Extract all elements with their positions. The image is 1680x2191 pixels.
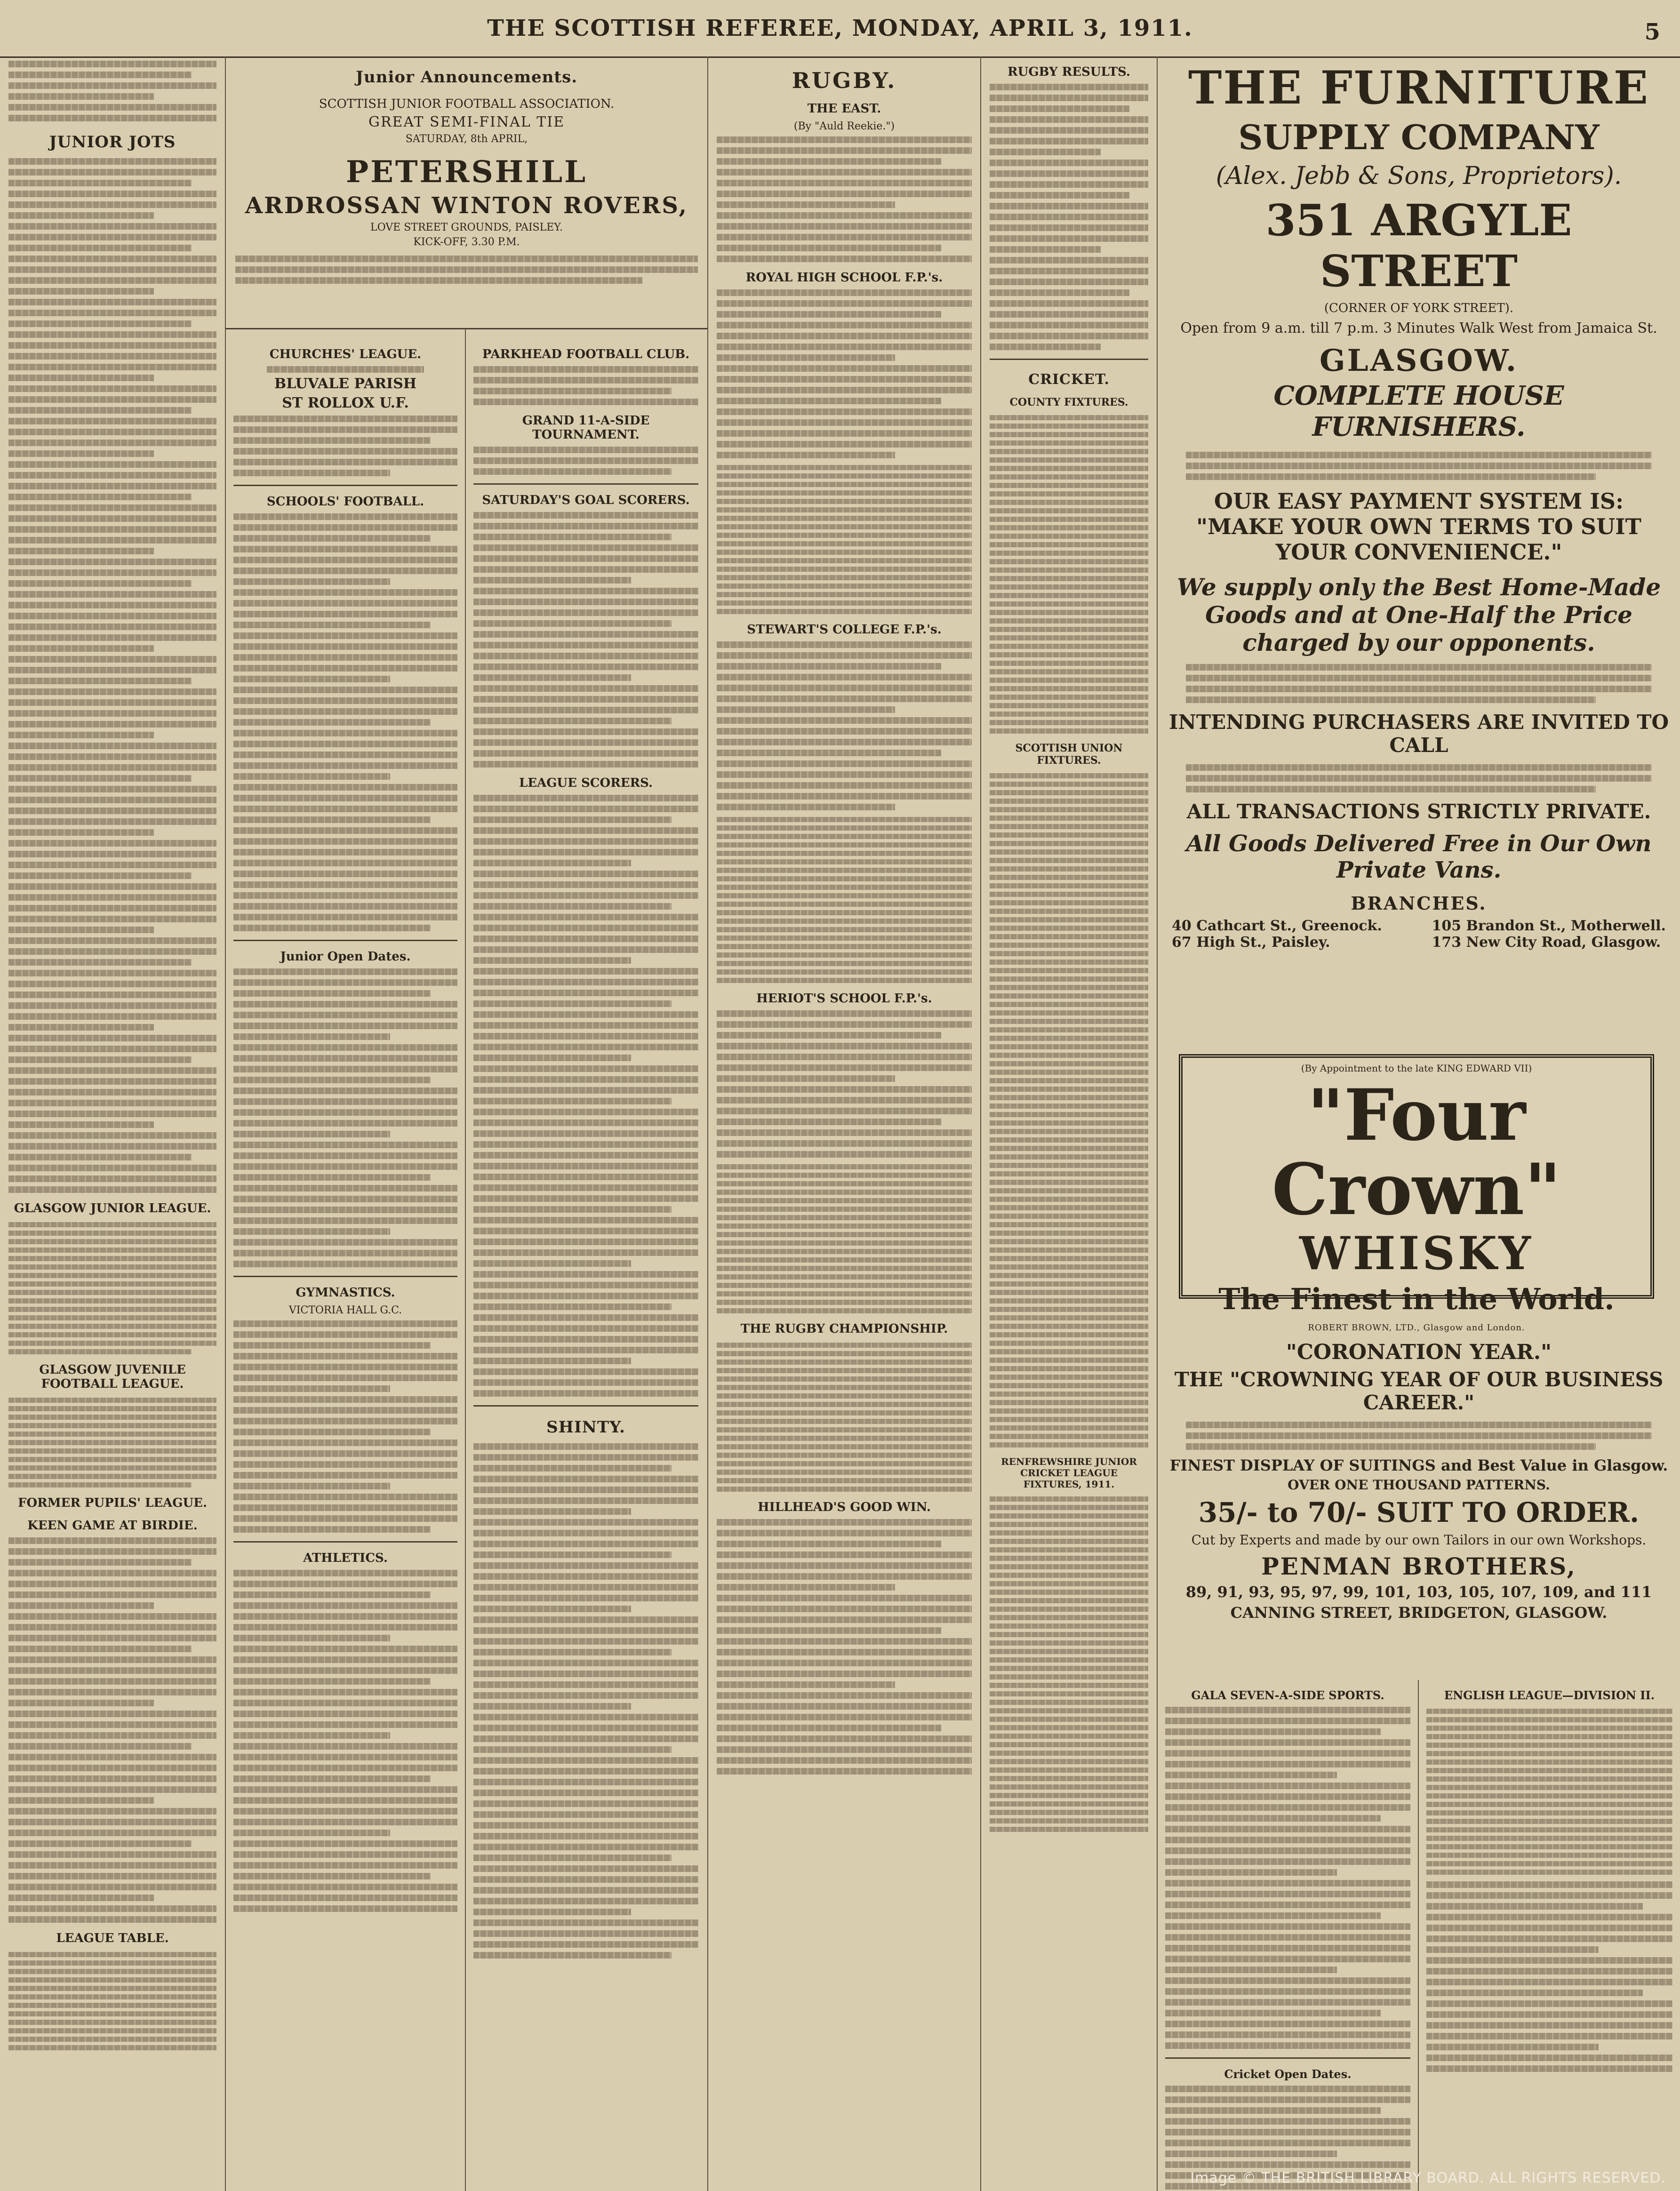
heading-royal-high: ROYAL HIGH SCHOOL F.P.'s. <box>745 271 943 285</box>
lower-sports-section <box>1158 1680 1680 2191</box>
heading-heriots: HERIOT'S SCHOOL F.P.'s. <box>756 992 932 1006</box>
furniture-proprietors: (Alex. Jebb & Sons, Proprietors). <box>1216 162 1622 190</box>
article-text <box>8 61 216 121</box>
heading-schools-football: SCHOOLS' FOOTBALL. <box>266 495 424 509</box>
heading-rugby-championship: THE RUGBY CHAMPIONSHIP. <box>740 1322 948 1336</box>
heading-english-league: ENGLISH LEAGUE—DIVISION II. <box>1444 1688 1655 1702</box>
branch-motherwell: 105 Brandon St., Motherwell. <box>1432 918 1666 934</box>
furniture-branches-title: BRANCHES. <box>1351 893 1487 914</box>
heading-stewarts: STEWART'S COLLEGE F.P.'s. <box>747 623 942 637</box>
heading-keen-game: KEEN GAME AT BIRDIE. <box>27 1519 198 1533</box>
branch-glasgow: 173 New City Road, Glasgow. <box>1432 934 1661 951</box>
heading-gala-sports: GALA SEVEN-A-SIDE SPORTS. <box>1191 1688 1384 1702</box>
penman-street: CANNING STREET, BRIDGETON, GLASGOW. <box>1230 1604 1608 1622</box>
furniture-title: THE FURNITURE <box>1188 61 1650 114</box>
heading-union-fixtures: SCOTTISH UNION FIXTURES. <box>1015 742 1123 767</box>
branch-greenock: 40 Cathcart St., Greenock. <box>1172 918 1382 934</box>
page-number: 5 <box>1644 19 1661 45</box>
semi-final-advert <box>226 94 707 329</box>
penman-patterns: OVER ONE THOUSAND PATTERNS. <box>1288 1477 1550 1493</box>
column-junior-jots <box>0 56 226 2191</box>
heading-goal-scorers: SATURDAY'S GOAL SCORERS. <box>482 493 690 507</box>
heading-former-pupils: FORMER PUPILS' LEAGUE. <box>18 1496 207 1510</box>
column-rugby-results <box>981 56 1158 2191</box>
furniture-easy-payment: OUR EASY PAYMENT SYSTEM IS: "MAKE YOUR OWN TERMS TO SUIT YOUR CONVENIENCE." <box>1196 488 1641 565</box>
victoria-hall: VICTORIA HALL G.C. <box>288 1304 402 1316</box>
penman-numbers: 89, 91, 93, 95, 97, 99, 101, 103, 105, 107, 109, and 111 <box>1185 1583 1652 1601</box>
league-table <box>8 1222 216 1354</box>
left-subcolumn <box>226 339 466 2191</box>
furniture-supply: We supply only the Best Home-Made Goods and at One-Half the Price charged by our opponents. <box>1176 573 1661 656</box>
whisky-maker: ROBERT BROWN, LTD., Glasgow and London. <box>1308 1323 1525 1333</box>
furniture-city: GLASGOW. <box>1319 343 1519 378</box>
heading-gymnastics: GYMNASTICS. <box>296 1286 395 1300</box>
heading-rugby-results: RUGBY RESULTS. <box>1008 65 1130 79</box>
penman-crowning: THE "CROWNING YEAR OF OUR BUSINESS CAREER." <box>1174 1368 1664 1414</box>
heading-renfrewshire: RENFREWSHIRE JUNIOR CRICKET LEAGUE FIXTURES, 1911. <box>1001 1456 1137 1490</box>
whisky-tagline: The Finest in the World. <box>1218 1282 1615 1316</box>
heading-hillhead: HILLHEAD'S GOOD WIN. <box>758 1500 931 1514</box>
league-table <box>8 1952 216 2050</box>
penman-coronation: "CORONATION YEAR." <box>1286 1340 1552 1364</box>
heading-junior-open-dates: Junior Open Dates. <box>280 950 411 964</box>
tie-date: SATURDAY, 8th APRIL, <box>405 133 528 145</box>
team-st-rollox: ST ROLLOX U.F. <box>282 395 409 411</box>
heading-league-scorers: LEAGUE SCORERS. <box>519 776 653 790</box>
branch-paisley: 67 High St., Paisley. <box>1172 934 1330 951</box>
right-subcolumn <box>466 339 706 2191</box>
heading-county-fixtures: COUNTY FIXTURES. <box>1009 396 1128 408</box>
whisky-product: WHISKY <box>1299 1227 1534 1280</box>
kickoff: KICK-OFF, 3.30 P.M. <box>413 236 520 248</box>
byline: (By "Auld Reekie.") <box>793 120 895 132</box>
furniture-company: SUPPLY COMPANY <box>1238 117 1600 157</box>
ground: LOVE STREET GROUNDS, PAISLEY. <box>370 222 563 233</box>
whisky-brand: "Four Crown" <box>1272 1074 1561 1231</box>
heading-the-east: THE EAST. <box>807 102 881 116</box>
heading-shinty: SHINTY. <box>546 1418 625 1437</box>
column-junior-announcements <box>226 56 708 2191</box>
heading-glasgow-junior-league: GLASGOW JUNIOR LEAGUE. <box>14 1201 211 1215</box>
furniture-corner: (CORNER OF YORK STREET). <box>1324 301 1514 315</box>
penman-cut: Cut by Experts and made by our own Tailors in our own Workshops. <box>1191 1532 1647 1548</box>
furniture-delivered: All Goods Delivered Free in Our Own Private Vans. <box>1186 831 1652 883</box>
furniture-invited: INTENDING PURCHASERS ARE INVITED TO CALL <box>1168 711 1669 757</box>
gala-column <box>1158 1680 1419 2191</box>
article-text <box>8 158 216 1193</box>
masthead-title: THE SCOTTISH REFEREE, MONDAY, APRIL 3, 1911. <box>487 15 1193 41</box>
team-petershill: PETERSHILL <box>345 154 588 190</box>
penman-price: 35/- to 70/- SUIT TO ORDER. <box>1198 1496 1640 1528</box>
penman-advert <box>1167 1336 1671 1624</box>
heading-churches-league: CHURCHES' LEAGUE. <box>269 347 422 361</box>
furniture-hours: Open from 9 a.m. till 7 p.m. 3 Minutes Walk West from Jamaica St. <box>1180 320 1657 336</box>
heading-junior-announcements: Junior Announcements. <box>355 68 578 87</box>
furniture-advert <box>1167 61 1671 951</box>
article-text <box>8 1537 216 1923</box>
image-credit: Image © THE BRITISH LIBRARY BOARD. ALL RIGHTS RESERVED. <box>1190 2170 1666 2186</box>
heading-grand-tournament: GRAND 11-A-SIDE TOURNAMENT. <box>522 414 650 442</box>
whisky-appointment: (By Appointment to the late KING EDWARD VII) <box>1301 1063 1532 1074</box>
penman-name: PENMAN BROTHERS, <box>1261 1552 1576 1580</box>
heading-parkhead: PARKHEAD FOOTBALL CLUB. <box>482 347 690 361</box>
league-table <box>8 1398 216 1487</box>
column-rugby <box>708 56 981 2191</box>
whisky-advert <box>1179 1054 1654 1333</box>
team-ardrossan: ARDROSSAN WINTON ROVERS, <box>245 192 688 219</box>
tie-title: GREAT SEMI-FINAL TIE <box>368 114 565 130</box>
team-bluvale: BLUVALE PARISH <box>274 376 417 392</box>
association-name: SCOTTISH JUNIOR FOOTBALL ASSOCIATION. <box>319 97 615 111</box>
furniture-private: ALL TRANSACTIONS STRICTLY PRIVATE. <box>1186 800 1651 823</box>
penman-finest: FINEST DISPLAY OF SUITINGS and Best Value in Glasgow. <box>1169 1456 1668 1474</box>
heading-junior-jots: JUNIOR JOTS <box>49 133 176 152</box>
heading-rugby: RUGBY. <box>792 68 897 93</box>
heading-cricket-open-dates: Cricket Open Dates. <box>1224 2067 1352 2081</box>
furniture-slogan: COMPLETE HOUSE FURNISHERS. <box>1273 380 1564 442</box>
furniture-branches <box>1167 918 1671 951</box>
heading-cricket: CRICKET. <box>1028 371 1110 388</box>
heading-juvenile-league: GLASGOW JUVENILE FOOTBALL LEAGUE. <box>39 1363 186 1391</box>
heading-league-table: LEAGUE TABLE. <box>56 1931 169 1945</box>
masthead <box>0 0 1680 58</box>
furniture-address: 351 ARGYLE STREET <box>1265 195 1572 296</box>
heading-athletics: ATHLETICS. <box>303 1551 388 1565</box>
english-league-column <box>1419 1680 1680 2191</box>
